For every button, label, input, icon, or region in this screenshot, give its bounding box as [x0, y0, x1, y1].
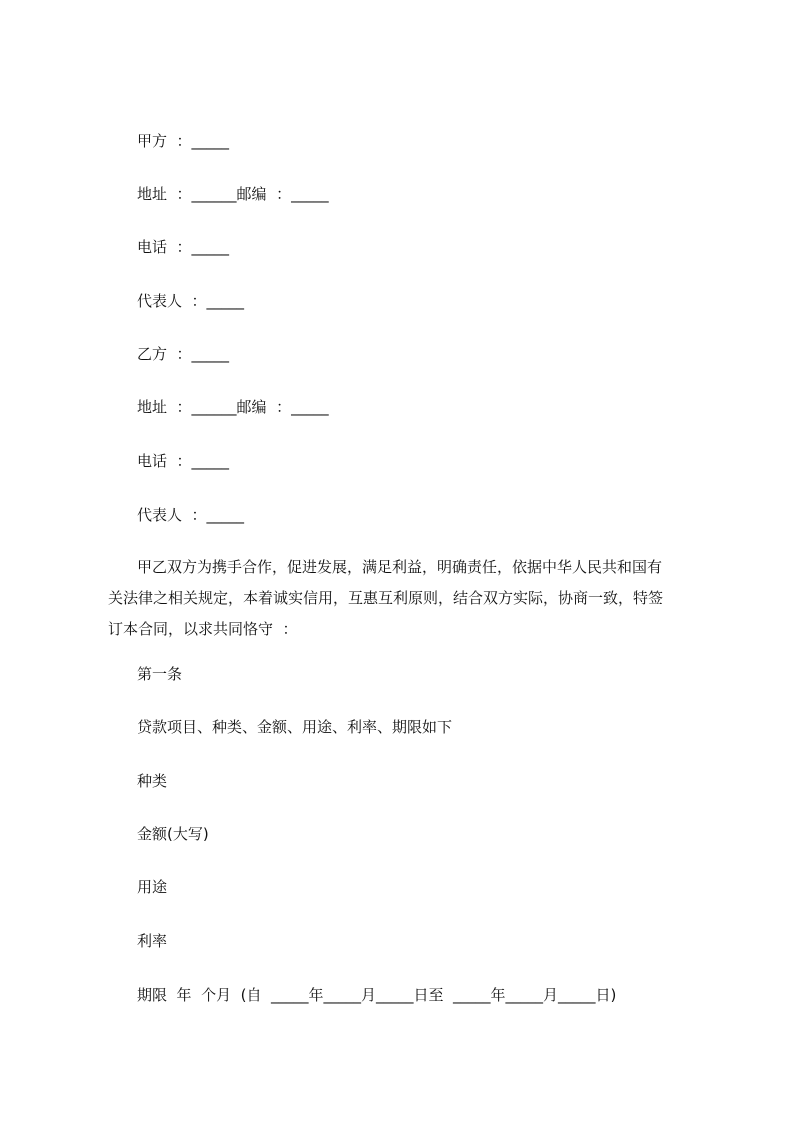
loan-type-label: 种类: [137, 772, 168, 790]
preamble-line-1: 甲乙双方为携手合作，促进发展，满足利益，明确责任，依据中华人民共和国有: [137, 558, 663, 576]
article-1-heading: 第一条: [137, 665, 183, 683]
party-b-phone: 电话 ：_____: [137, 452, 230, 470]
preamble-line-3: 订本合同，以求共同恪守 ：: [108, 620, 298, 638]
article-1-intro: 贷款项目、种类、金额、用途、利率、期限如下: [137, 718, 453, 736]
preamble-paragraph: [108, 552, 668, 645]
preamble-line-2: 关法律之相关规定，本着诚实信用，互惠互利原则，结合双方实际，协商一致，特签: [108, 589, 664, 607]
party-b-name: 乙方 ：_____: [137, 345, 230, 363]
party-b-representative: 代表人 ：_____: [137, 506, 245, 524]
party-a-phone: 电话 ：_____: [137, 238, 230, 256]
party-a-representative: 代表人 ：_____: [137, 292, 245, 310]
loan-amount-label: 金额(大写): [137, 825, 209, 843]
party-a-name: 甲方 ：_____: [137, 132, 230, 150]
party-b-address: 地址 ：______邮编 ：_____: [137, 398, 329, 416]
loan-purpose-label: 用途: [137, 878, 168, 896]
party-a-address: 地址 ：______邮编 ：_____: [137, 185, 329, 203]
loan-term-line: 期限 年 个月 (自 _____年_____月_____日至 _____年_____月_____日): [137, 986, 617, 1004]
loan-rate-label: 利率: [137, 932, 168, 950]
